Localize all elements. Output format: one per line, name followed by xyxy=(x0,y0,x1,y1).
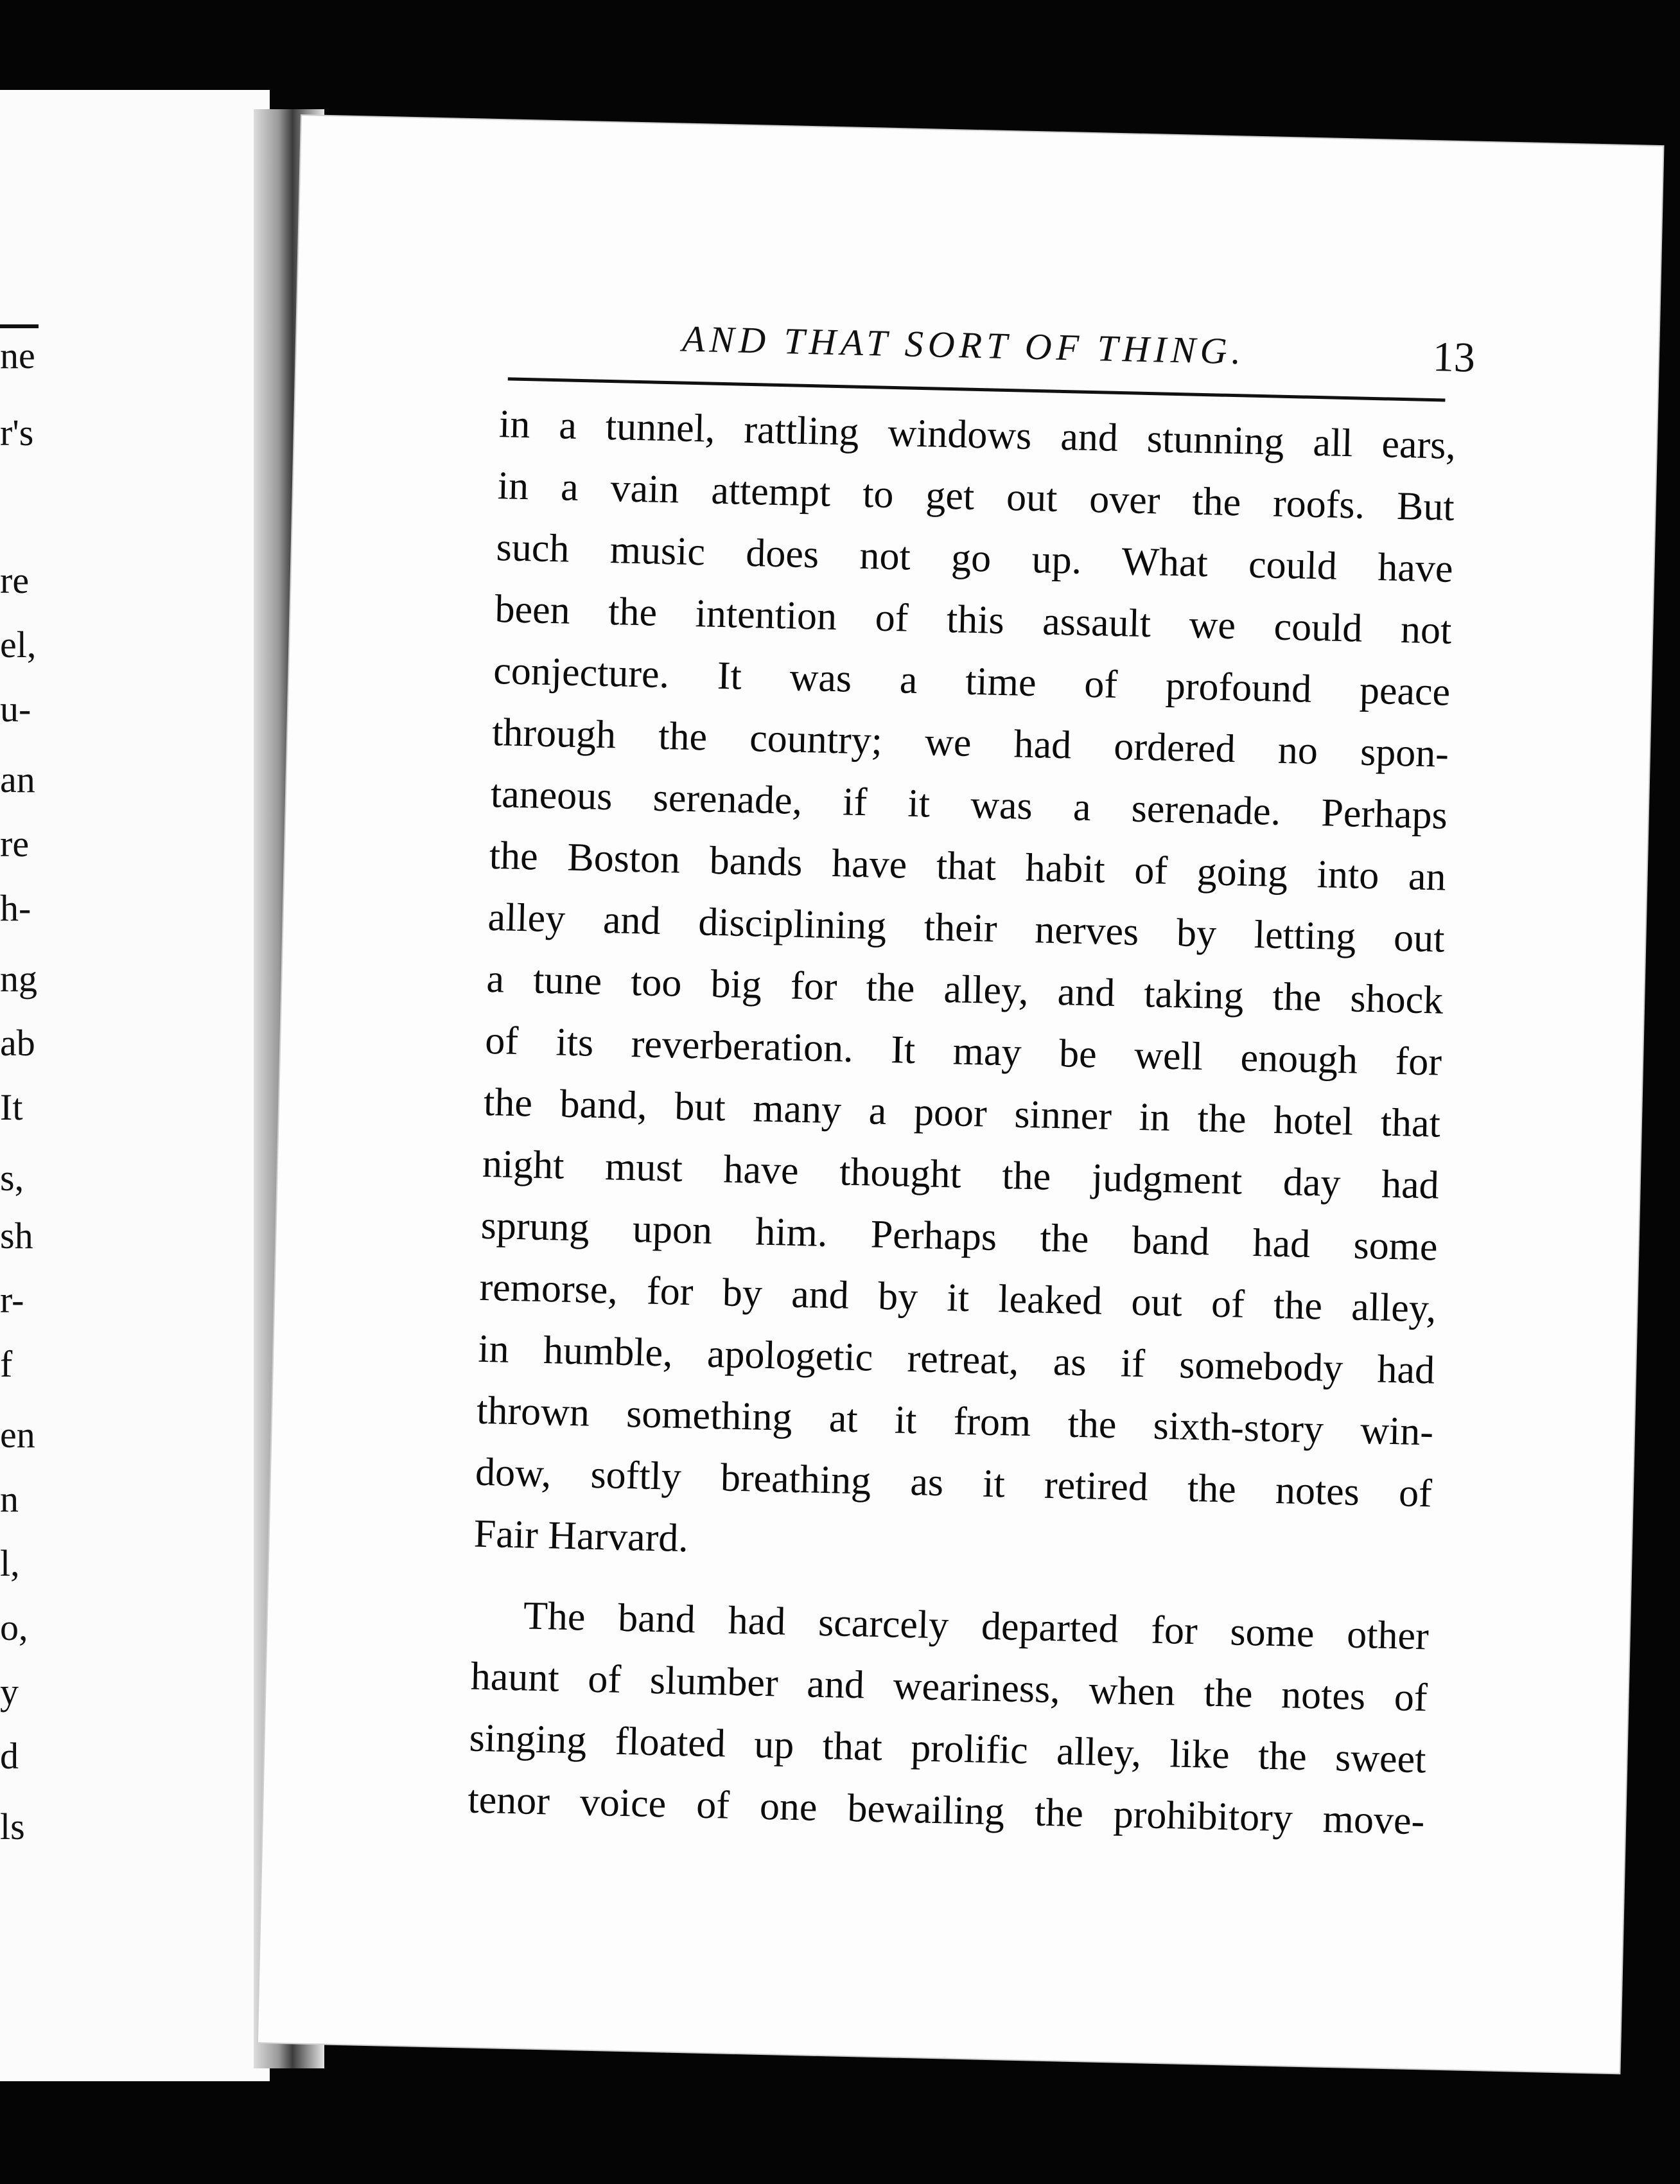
previous-page-fragment: re xyxy=(0,823,30,865)
previous-page-fragment: d xyxy=(0,1735,19,1777)
text-line: been the intention of this assault we could not xyxy=(494,587,1453,653)
text-line: in humble, apologetic retreat, as if somebody had xyxy=(477,1326,1435,1393)
previous-page-fragment: s, xyxy=(0,1157,24,1199)
text-line: in a tunnel, rattling windows and stunning all ears, xyxy=(498,402,1457,468)
page-number: 13 xyxy=(1432,333,1476,382)
previous-page-fragment: u- xyxy=(0,688,31,730)
text-line: a tune too big for the alley, and taking the shock xyxy=(486,956,1444,1023)
text-line: of its reverberation. It may be well enough for xyxy=(484,1018,1442,1084)
previous-page-fragment: ls xyxy=(0,1806,25,1847)
text-line: alley and disciplining their nerves by letting out xyxy=(487,895,1446,961)
body-text xyxy=(468,393,1457,1852)
previous-page-fragment: re xyxy=(0,559,30,601)
text-line: Fair Harvard. xyxy=(473,1511,689,1561)
previous-page-fragment: ab xyxy=(0,1022,35,1064)
previous-page-fragment: f xyxy=(0,1343,13,1385)
text-line: night must have thought the judgment day had xyxy=(482,1141,1440,1208)
current-page xyxy=(258,116,1663,2073)
text-line: thrown something at it from the sixth-story win- xyxy=(476,1388,1434,1454)
previous-page-fragment: ng xyxy=(0,958,37,1000)
text-line: singing floated up that prolific alley, like the sweet xyxy=(468,1716,1427,1782)
previous-page-fragment: o, xyxy=(0,1607,28,1648)
previous-page-rule xyxy=(0,324,39,328)
text-line: The band had scarcely departed for some other xyxy=(523,1594,1430,1659)
text-line: the band, but many a poor sinner in the hotel that xyxy=(483,1080,1441,1146)
text-line: haunt of slumber and weariness, when the notes of xyxy=(470,1654,1428,1720)
text-line: in a vain attempt to get out over the roofs. But xyxy=(497,464,1455,529)
text-line: dow, softly breathing as it retired the notes of xyxy=(475,1450,1433,1516)
text-line: tenor voice of one bewailing the prohibitory move- xyxy=(467,1777,1425,1844)
text-line: such music does not go up. What could have xyxy=(496,525,1454,591)
text-line: sprung upon him. Perhaps the band had some xyxy=(480,1203,1439,1269)
previous-page-fragment: r- xyxy=(0,1279,24,1321)
previous-page-fragment: h- xyxy=(0,887,31,929)
paragraph xyxy=(473,393,1457,1586)
previous-page-fragment: el, xyxy=(0,624,37,665)
running-head: AND THAT SORT OF THING. xyxy=(681,317,1246,373)
previous-page-fragment: sh xyxy=(0,1215,33,1256)
previous-page-edge xyxy=(0,90,270,2081)
previous-page-fragment: an xyxy=(0,759,35,800)
paragraph xyxy=(468,1584,1430,1853)
text-line: the Boston bands have that habit of going into an xyxy=(489,833,1447,899)
text-line: taneous serenade, if it was a serenade. Perhaps xyxy=(490,771,1448,838)
text-line: remorse, for by and by it leaked out of the alley, xyxy=(478,1265,1437,1331)
previous-page-fragment: It xyxy=(0,1086,23,1128)
previous-page-fragment: en xyxy=(0,1414,35,1456)
previous-page-fragment: ne xyxy=(0,335,35,376)
text-line: conjecture. It was a time of profound peace xyxy=(493,649,1451,714)
previous-page-fragment: l, xyxy=(0,1542,20,1584)
text-line: through the country; we had ordered no spon- xyxy=(491,710,1449,776)
previous-page-fragment: y xyxy=(0,1671,19,1713)
previous-page-fragment: r's xyxy=(0,412,34,454)
previous-page-fragment: n xyxy=(0,1478,19,1520)
